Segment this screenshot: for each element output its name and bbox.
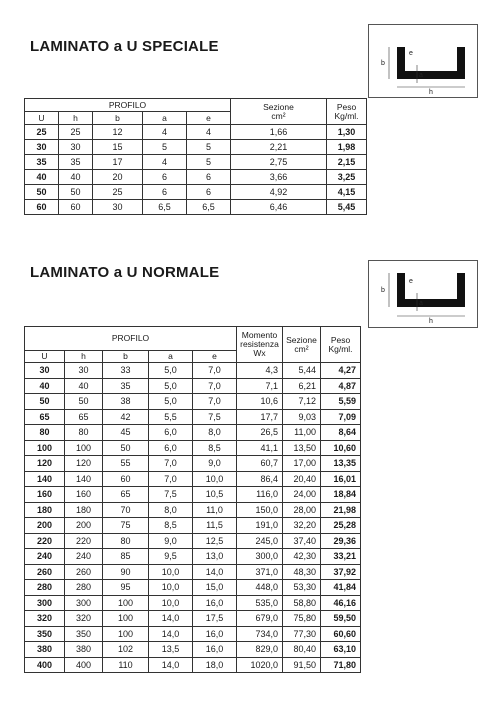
table-cell: 14,0: [149, 657, 193, 673]
table-cell: 41,84: [321, 580, 361, 596]
table-cell: 140: [65, 471, 103, 487]
table-cell: 16,0: [193, 626, 237, 642]
dim-e-label-normale: e: [409, 278, 413, 285]
table-cell: 63,10: [321, 642, 361, 658]
table-cell: 50: [65, 394, 103, 410]
table-cell: 7,0: [193, 378, 237, 394]
table-row: [25, 518, 361, 534]
section-title-normale: LAMINATO a U NORMALE: [30, 264, 220, 281]
table-cell: 30: [25, 140, 59, 155]
table-cell: 6,46: [231, 200, 327, 215]
table-cell: 71,80: [321, 657, 361, 673]
table-cell: 5: [187, 140, 231, 155]
table-cell: 37,40: [283, 533, 321, 549]
table-cell: 70: [103, 502, 149, 518]
table-cell: 11,5: [193, 518, 237, 534]
header-u-normale: U: [25, 351, 65, 363]
table-cell: 6,21: [283, 378, 321, 394]
table-cell: 35: [25, 155, 59, 170]
table-cell: 46,16: [321, 595, 361, 611]
dim-h-label: h: [429, 89, 433, 96]
u-channel-shape: [397, 47, 465, 79]
header-profilo-normale: PROFILO: [25, 327, 237, 351]
table-cell: 400: [25, 657, 65, 673]
table-cell: 15,0: [193, 580, 237, 596]
table-row: [25, 611, 361, 627]
table-row: [25, 200, 367, 215]
table-cell: 17,00: [283, 456, 321, 472]
table-cell: 90: [103, 564, 149, 580]
table-cell: 75,80: [283, 611, 321, 627]
table-cell: 9,03: [283, 409, 321, 425]
table-cell: 60,60: [321, 626, 361, 642]
table-cell: 55: [103, 456, 149, 472]
table-cell: 6,5: [187, 200, 231, 215]
table-cell: 140: [25, 471, 65, 487]
table-cell: 12,5: [193, 533, 237, 549]
table-cell: 41,1: [237, 440, 283, 456]
table-cell: 20: [93, 170, 143, 185]
table-cell: 40: [25, 170, 59, 185]
table-cell: 4,15: [327, 185, 367, 200]
table-cell: 21,98: [321, 502, 361, 518]
table-cell: 13,0: [193, 549, 237, 565]
table-cell: 150,0: [237, 502, 283, 518]
table-cell: 734,0: [237, 626, 283, 642]
header-momento-label: Momento: [241, 330, 278, 340]
table-cell: 60: [103, 471, 149, 487]
table-cell: 13,5: [149, 642, 193, 658]
table-cell: 5,0: [149, 363, 193, 379]
header-peso-label: Peso: [336, 101, 357, 112]
table-cell: 116,0: [237, 487, 283, 503]
header-b: b: [93, 112, 143, 125]
table-row: [25, 502, 361, 518]
table-cell: 20,40: [283, 471, 321, 487]
table-cell: 7,0: [149, 471, 193, 487]
table-cell: 260: [65, 564, 103, 580]
table-cell: 80: [25, 425, 65, 441]
table-cell: 300: [25, 595, 65, 611]
table-cell: 7,12: [283, 394, 321, 410]
table-cell: 15: [93, 140, 143, 155]
table-cell: 6,0: [149, 440, 193, 456]
table-row: [25, 409, 361, 425]
table-cell: 9,0: [193, 456, 237, 472]
table-cell: 380: [25, 642, 65, 658]
header-e: e: [187, 112, 231, 125]
table-cell: 33: [103, 363, 149, 379]
header-peso-label-normale: Peso: [330, 334, 351, 345]
table-cell: 4,27: [321, 363, 361, 379]
table-cell: 25,28: [321, 518, 361, 534]
dim-b-label: b: [381, 60, 385, 67]
table-cell: 100: [25, 440, 65, 456]
header-peso: [327, 99, 367, 125]
table-cell: 26,5: [237, 425, 283, 441]
table-cell: 350: [65, 626, 103, 642]
table-cell: 220: [65, 533, 103, 549]
table-cell: 11,00: [283, 425, 321, 441]
table-cell: 28,00: [283, 502, 321, 518]
table-cell: 37,92: [321, 564, 361, 580]
table-cell: 448,0: [237, 580, 283, 596]
table-cell: 4,92: [231, 185, 327, 200]
table-cell: 100: [103, 611, 149, 627]
header-a: a: [143, 112, 187, 125]
table-row: [25, 394, 361, 410]
table-cell: 180: [65, 502, 103, 518]
table-cell: 8,0: [149, 502, 193, 518]
table-cell: 59,50: [321, 611, 361, 627]
table-cell: 40: [25, 378, 65, 394]
speciale-table: [24, 98, 367, 215]
table-row: [25, 456, 361, 472]
table-cell: 7,0: [193, 394, 237, 410]
table-cell: 12: [93, 125, 143, 140]
table-cell: 7,5: [193, 409, 237, 425]
table-cell: 5,44: [283, 363, 321, 379]
table-cell: 77,30: [283, 626, 321, 642]
table-cell: 5,0: [149, 394, 193, 410]
table-cell: 240: [25, 549, 65, 565]
table-cell: 7,0: [149, 456, 193, 472]
table-cell: 220: [25, 533, 65, 549]
table-row: [25, 155, 367, 170]
table-cell: 10,0: [149, 580, 193, 596]
table-cell: 320: [25, 611, 65, 627]
table-cell: 50: [59, 185, 93, 200]
header-profilo: PROFILO: [25, 99, 231, 112]
table-row: [25, 549, 361, 565]
table-row: [25, 564, 361, 580]
table-row: [25, 595, 361, 611]
u-channel-shape-normale: [397, 273, 465, 307]
table-cell: 65: [103, 487, 149, 503]
table-cell: 30: [93, 200, 143, 215]
table-cell: 40: [65, 378, 103, 394]
table-cell: 679,0: [237, 611, 283, 627]
table-row: [25, 378, 361, 394]
dim-h-label-normale: h: [429, 318, 433, 325]
dim-e-label: e: [409, 50, 413, 57]
table-cell: 5,59: [321, 394, 361, 410]
table-cell: 14,0: [149, 611, 193, 627]
table-cell: 38: [103, 394, 149, 410]
table-row: [25, 580, 361, 596]
table-cell: 5,5: [149, 409, 193, 425]
table-cell: 8,64: [321, 425, 361, 441]
table-cell: 6: [143, 170, 187, 185]
table-cell: 50: [25, 185, 59, 200]
header-sezione-unit-normale: cm²: [294, 343, 309, 354]
header-momento: [237, 327, 283, 363]
header-sezione-label-normale: Sezione: [286, 334, 317, 345]
table-cell: 65: [25, 409, 65, 425]
header-peso-unit: Kg/ml.: [334, 110, 359, 121]
table-cell: 4: [143, 125, 187, 140]
table-cell: 16,0: [193, 595, 237, 611]
table-cell: 95: [103, 580, 149, 596]
table-cell: 33,21: [321, 549, 361, 565]
table-cell: 30: [65, 363, 103, 379]
table-cell: 42: [103, 409, 149, 425]
table-cell: 50: [25, 394, 65, 410]
table-cell: 160: [25, 487, 65, 503]
table-cell: 6,5: [143, 200, 187, 215]
table-cell: 14,0: [149, 626, 193, 642]
table-row: [25, 440, 361, 456]
table-cell: 380: [65, 642, 103, 658]
table-row: [25, 642, 361, 658]
table-cell: 50: [103, 440, 149, 456]
table-cell: 80,40: [283, 642, 321, 658]
table-cell: 280: [25, 580, 65, 596]
channel-profile-diagram: [368, 24, 478, 98]
table-cell: 120: [65, 456, 103, 472]
section-title-speciale: LAMINATO a U SPECIALE: [30, 38, 219, 55]
table-cell: 13,50: [283, 440, 321, 456]
header-sezione-label: Sezione: [263, 101, 294, 112]
table-cell: 200: [25, 518, 65, 534]
table-cell: 100: [103, 626, 149, 642]
header-momento-unit: Wx: [253, 348, 266, 358]
table-row: [25, 125, 367, 140]
table-cell: 7,5: [149, 487, 193, 503]
dim-a-label-normale: a: [419, 300, 423, 307]
table-cell: 160: [65, 487, 103, 503]
table-cell: 260: [25, 564, 65, 580]
table-cell: 17: [93, 155, 143, 170]
header-peso-normale: [321, 327, 361, 363]
table-cell: 535,0: [237, 595, 283, 611]
table-row: [25, 185, 367, 200]
table-cell: 25: [59, 125, 93, 140]
table-cell: 16,01: [321, 471, 361, 487]
table-cell: 7,0: [193, 363, 237, 379]
table-cell: 65: [65, 409, 103, 425]
table-cell: 9,5: [149, 549, 193, 565]
table-cell: 18,0: [193, 657, 237, 673]
header-a-normale: a: [149, 351, 193, 363]
table-cell: 2,15: [327, 155, 367, 170]
table-cell: 400: [65, 657, 103, 673]
table-cell: 91,50: [283, 657, 321, 673]
table-cell: 4,87: [321, 378, 361, 394]
table-cell: 32,20: [283, 518, 321, 534]
table-cell: 60: [25, 200, 59, 215]
table-cell: 42,30: [283, 549, 321, 565]
table-cell: 13,35: [321, 456, 361, 472]
table-cell: 16,0: [193, 642, 237, 658]
table-cell: 53,30: [283, 580, 321, 596]
normale-table: [24, 326, 361, 673]
table-cell: 10,0: [193, 471, 237, 487]
table-cell: 240: [65, 549, 103, 565]
table-cell: 17,7: [237, 409, 283, 425]
table-row: [25, 140, 367, 155]
table-cell: 80: [103, 533, 149, 549]
table-cell: 2,75: [231, 155, 327, 170]
table-cell: 58,80: [283, 595, 321, 611]
header-peso-unit-normale: Kg/ml.: [328, 343, 353, 354]
table-cell: 4,3: [237, 363, 283, 379]
channel-profile-diagram-normale: [368, 260, 478, 328]
table-cell: 2,21: [231, 140, 327, 155]
table-cell: 10,5: [193, 487, 237, 503]
table-cell: 6: [143, 185, 187, 200]
header-sezione: [231, 99, 327, 125]
table-row: [25, 471, 361, 487]
table-cell: 1,66: [231, 125, 327, 140]
table-cell: 48,30: [283, 564, 321, 580]
table-cell: 18,84: [321, 487, 361, 503]
table-cell: 120: [25, 456, 65, 472]
table-cell: 8,0: [193, 425, 237, 441]
header-resistenza-label: resistenza: [240, 339, 279, 349]
table-cell: 10,6: [237, 394, 283, 410]
table-cell: 200: [65, 518, 103, 534]
table-cell: 30: [25, 363, 65, 379]
table-cell: 14,0: [193, 564, 237, 580]
table-cell: 4: [187, 125, 231, 140]
table-cell: 100: [65, 440, 103, 456]
table-cell: 6: [187, 170, 231, 185]
table-cell: 5: [187, 155, 231, 170]
table-cell: 3,25: [327, 170, 367, 185]
table-cell: 35: [103, 378, 149, 394]
table-cell: 300,0: [237, 549, 283, 565]
table-cell: 1,98: [327, 140, 367, 155]
table-cell: 245,0: [237, 533, 283, 549]
table-cell: 75: [103, 518, 149, 534]
table-cell: 60,7: [237, 456, 283, 472]
table-cell: 80: [65, 425, 103, 441]
table-cell: 40: [59, 170, 93, 185]
dim-b-label-normale: b: [381, 287, 385, 294]
table-cell: 7,09: [321, 409, 361, 425]
header-b-normale: b: [103, 351, 149, 363]
table-row: [25, 363, 361, 379]
table-row: [25, 170, 367, 185]
table-cell: 17,5: [193, 611, 237, 627]
table-cell: 829,0: [237, 642, 283, 658]
table-cell: 9,0: [149, 533, 193, 549]
table-cell: 1,30: [327, 125, 367, 140]
table-cell: 8,5: [193, 440, 237, 456]
header-u: U: [25, 112, 59, 125]
table-cell: 280: [65, 580, 103, 596]
table-cell: 300: [65, 595, 103, 611]
table-cell: 11,0: [193, 502, 237, 518]
header-e-normale: e: [193, 351, 237, 363]
header-sezione-unit: cm²: [271, 110, 286, 121]
table-cell: 102: [103, 642, 149, 658]
table-cell: 24,00: [283, 487, 321, 503]
table-cell: 3,66: [231, 170, 327, 185]
table-cell: 30: [59, 140, 93, 155]
table-cell: 6,0: [149, 425, 193, 441]
table-cell: 320: [65, 611, 103, 627]
table-cell: 371,0: [237, 564, 283, 580]
table-cell: 10,0: [149, 595, 193, 611]
table-row: [25, 626, 361, 642]
table-cell: 25: [93, 185, 143, 200]
table-cell: 60: [59, 200, 93, 215]
table-cell: 25: [25, 125, 59, 140]
table-row: [25, 487, 361, 503]
table-cell: 1020,0: [237, 657, 283, 673]
table-cell: 5: [143, 140, 187, 155]
table-cell: 10,0: [149, 564, 193, 580]
table-cell: 6: [187, 185, 231, 200]
table-cell: 35: [59, 155, 93, 170]
table-row: [25, 533, 361, 549]
table-cell: 4: [143, 155, 187, 170]
table-row: [25, 425, 361, 441]
table-cell: 180: [25, 502, 65, 518]
table-cell: 86,4: [237, 471, 283, 487]
table-cell: 5,0: [149, 378, 193, 394]
table-row: [25, 657, 361, 673]
table-cell: 100: [103, 595, 149, 611]
dim-a-label: a: [419, 72, 423, 79]
table-cell: 85: [103, 549, 149, 565]
table-cell: 8,5: [149, 518, 193, 534]
header-sezione-normale: [283, 327, 321, 363]
table-cell: 45: [103, 425, 149, 441]
table-cell: 29,36: [321, 533, 361, 549]
table-cell: 110: [103, 657, 149, 673]
table-cell: 10,60: [321, 440, 361, 456]
table-cell: 7,1: [237, 378, 283, 394]
table-cell: 350: [25, 626, 65, 642]
header-h: h: [59, 112, 93, 125]
table-cell: 5,45: [327, 200, 367, 215]
header-h-normale: h: [65, 351, 103, 363]
table-cell: 191,0: [237, 518, 283, 534]
